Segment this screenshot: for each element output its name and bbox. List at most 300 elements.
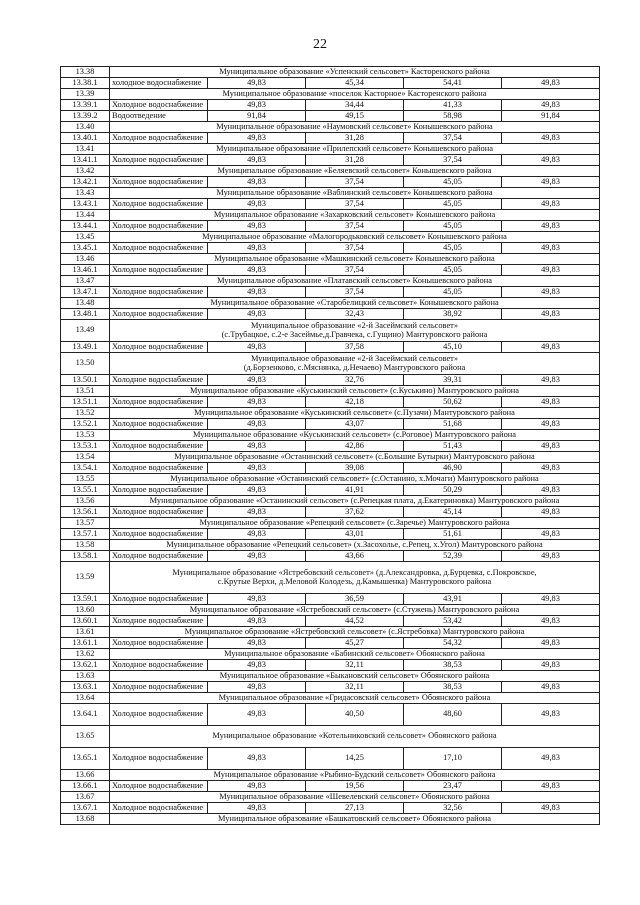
- row-number: 13.63.1: [61, 682, 110, 693]
- row-number: 13.56: [61, 496, 110, 507]
- value-cell: 49,83: [208, 342, 306, 353]
- value-cell: 43,66: [306, 551, 404, 562]
- section-header-row: [61, 144, 600, 155]
- section-header-row: [61, 496, 600, 507]
- service-name: Холодное водоснабжение: [110, 243, 208, 254]
- section-header-row: [61, 540, 600, 551]
- value-cell: 49,83: [208, 551, 306, 562]
- service-name: Холодное водоснабжение: [110, 594, 208, 605]
- tariff-row: [61, 529, 600, 540]
- section-title: [110, 562, 600, 594]
- value-cell: 49,83: [208, 177, 306, 188]
- section-header-row: [61, 430, 600, 441]
- value-cell: 49,83: [208, 594, 306, 605]
- value-cell: 49,83: [208, 660, 306, 671]
- tariff-row: [61, 748, 600, 770]
- section-title: [110, 298, 600, 309]
- value-cell: 19,56: [306, 781, 404, 792]
- tariff-row: [61, 441, 600, 452]
- tariff-row: [61, 485, 600, 496]
- tariff-row: [61, 309, 600, 320]
- section-title: [110, 67, 600, 78]
- value-cell: 45,14: [404, 507, 502, 518]
- value-cell: 49,83: [208, 375, 306, 386]
- value-cell: 43,07: [306, 419, 404, 430]
- value-cell: 49,83: [502, 507, 600, 518]
- section-title-line: Муниципальное образование «Останинский сельсовет» (с.Большие Бутырки) Мантуровского района: [174, 451, 535, 461]
- value-cell: 38,53: [404, 660, 502, 671]
- section-header-row: [61, 320, 600, 342]
- value-cell: 49,83: [502, 309, 600, 320]
- row-number: 13.41.1: [61, 155, 110, 166]
- service-name: Холодное водоснабжение: [110, 287, 208, 298]
- row-number: 13.39.2: [61, 111, 110, 122]
- value-cell: 49,83: [208, 221, 306, 232]
- section-header-row: [61, 627, 600, 638]
- value-cell: 37,54: [306, 243, 404, 254]
- section-title: [110, 188, 600, 199]
- row-number: 13.46.1: [61, 265, 110, 276]
- row-number: 13.68: [61, 814, 110, 825]
- section-title: [110, 814, 600, 825]
- value-cell: 38,92: [404, 309, 502, 320]
- service-name: Холодное водоснабжение: [110, 748, 208, 770]
- value-cell: 45,05: [404, 177, 502, 188]
- tariff-row: [61, 177, 600, 188]
- row-number: 13.65.1: [61, 748, 110, 770]
- value-cell: 45,05: [404, 221, 502, 232]
- section-title: [110, 89, 600, 100]
- row-number: 13.42.1: [61, 177, 110, 188]
- row-number: 13.47.1: [61, 287, 110, 298]
- value-cell: 49,83: [208, 243, 306, 254]
- service-name: Холодное водоснабжение: [110, 781, 208, 792]
- value-cell: 49,83: [208, 441, 306, 452]
- section-title: [110, 452, 600, 463]
- section-title-line: Муниципальное образование «Наумовский сельсовет» Конышевского района: [216, 121, 493, 131]
- value-cell: 32,56: [404, 803, 502, 814]
- value-cell: 49,83: [502, 748, 600, 770]
- section-title: [110, 210, 600, 221]
- value-cell: 51,68: [404, 419, 502, 430]
- section-header-row: [61, 122, 600, 133]
- value-cell: 49,83: [502, 155, 600, 166]
- value-cell: 32,43: [306, 309, 404, 320]
- value-cell: 49,83: [208, 287, 306, 298]
- section-title-line: Муниципальное образование «Репецкий сельсовет» (х.Засохолье, с.Репец, х.Угол) Мантуровского района: [166, 539, 543, 549]
- section-header-row: [61, 298, 600, 309]
- value-cell: 32,11: [306, 660, 404, 671]
- section-title-line: Муниципальное образование «Куськинский сельсовет» (с.Роговое) Мантуровского района: [192, 429, 517, 439]
- tariff-row: [61, 221, 600, 232]
- value-cell: 54,32: [404, 638, 502, 649]
- tariff-row: [61, 133, 600, 144]
- section-title-line: Муниципальное образование «Ваблинский сельсовет» Конышевского района: [216, 187, 493, 197]
- service-name: Холодное водоснабжение: [110, 155, 208, 166]
- section-header-row: [61, 188, 600, 199]
- service-name: Холодное водоснабжение: [110, 397, 208, 408]
- section-header-row: [61, 814, 600, 825]
- row-number: 13.58: [61, 540, 110, 551]
- tariff-row: [61, 803, 600, 814]
- section-title-line: Муниципальное образование «Останинский сельсовет» (с.Останино, х.Мочаги) Мантуровского района: [170, 473, 539, 483]
- service-name: Холодное водоснабжение: [110, 507, 208, 518]
- section-title-line: Муниципальное образование «Прилепский сельсовет» Конышевского района: [216, 143, 493, 153]
- tariff-table: [60, 66, 600, 825]
- service-name: Холодное водоснабжение: [110, 419, 208, 430]
- service-name: Холодное водоснабжение: [110, 616, 208, 627]
- value-cell: 50,62: [404, 397, 502, 408]
- value-cell: 49,83: [502, 419, 600, 430]
- section-title: [110, 540, 600, 551]
- tariff-row: [61, 660, 600, 671]
- value-cell: 49,83: [502, 342, 600, 353]
- section-title: [110, 726, 600, 748]
- section-title-line: Муниципальное образование «Шевелевский сельсовет» Обоянского района: [219, 791, 490, 801]
- section-title-line: Муниципальное образование «поселок Касторное» Касторенского района: [222, 88, 487, 98]
- section-header-row: [61, 671, 600, 682]
- row-number: 13.45: [61, 232, 110, 243]
- value-cell: 49,83: [208, 529, 306, 540]
- value-cell: 49,83: [208, 100, 306, 111]
- tariff-table-body: [61, 67, 600, 825]
- row-number: 13.55: [61, 474, 110, 485]
- section-title: [110, 166, 600, 177]
- tariff-row: [61, 397, 600, 408]
- value-cell: 49,83: [208, 133, 306, 144]
- service-name: холодное водоснабжение: [110, 78, 208, 89]
- section-title-line: Муниципальное образование «Ястребовский сельсовет» (д.Александровка, д.Бурцевка, с.Покровское,: [172, 567, 537, 577]
- tariff-row: [61, 155, 600, 166]
- tariff-row: [61, 265, 600, 276]
- tariff-row: [61, 419, 600, 430]
- row-number: 13.64.1: [61, 704, 110, 726]
- value-cell: 45,05: [404, 265, 502, 276]
- row-number: 13.39: [61, 89, 110, 100]
- tariff-row: [61, 199, 600, 210]
- row-number: 13.44: [61, 210, 110, 221]
- section-title-line: Муниципальное образование «Захарковский сельсовет» Конышевского района: [213, 209, 496, 219]
- value-cell: 23,47: [404, 781, 502, 792]
- value-cell: 34,44: [306, 100, 404, 111]
- value-cell: 49,15: [306, 111, 404, 122]
- value-cell: 49,83: [208, 155, 306, 166]
- service-name: Холодное водоснабжение: [110, 551, 208, 562]
- value-cell: 49,83: [502, 221, 600, 232]
- value-cell: 45,05: [404, 287, 502, 298]
- value-cell: 49,83: [502, 551, 600, 562]
- tariff-row: [61, 78, 600, 89]
- row-number: 13.58.1: [61, 551, 110, 562]
- tariff-row: [61, 111, 600, 122]
- section-header-row: [61, 605, 600, 616]
- row-number: 13.59.1: [61, 594, 110, 605]
- section-title: [110, 605, 600, 616]
- value-cell: 31,28: [306, 155, 404, 166]
- value-cell: 41,33: [404, 100, 502, 111]
- value-cell: 49,83: [208, 199, 306, 210]
- service-name: Холодное водоснабжение: [110, 463, 208, 474]
- section-title-line: Муниципальное образование «Быкановский сельсовет» Обоянского района: [219, 670, 490, 680]
- section-title-line: Муниципальное образование «Бабинский сельсовет» Обоянского района: [224, 648, 485, 658]
- section-header-row: [61, 770, 600, 781]
- value-cell: 49,83: [208, 704, 306, 726]
- value-cell: 49,83: [208, 682, 306, 693]
- tariff-row: [61, 594, 600, 605]
- value-cell: 48,60: [404, 704, 502, 726]
- row-number: 13.67: [61, 792, 110, 803]
- value-cell: 49,83: [502, 485, 600, 496]
- row-number: 13.49: [61, 320, 110, 342]
- value-cell: 36,59: [306, 594, 404, 605]
- value-cell: 37,54: [306, 265, 404, 276]
- service-name: Холодное водоснабжение: [110, 177, 208, 188]
- section-title-line: Муниципальное образование «Гридасовский сельсовет» Обоянского района: [218, 692, 491, 702]
- row-number: 13.53: [61, 430, 110, 441]
- service-name: Холодное водоснабжение: [110, 199, 208, 210]
- row-number: 13.39.1: [61, 100, 110, 111]
- section-title-line: Муниципальное образование «Малогородьковский сельсовет» Конышевского района: [202, 231, 507, 241]
- row-number: 13.40: [61, 122, 110, 133]
- row-number: 13.60.1: [61, 616, 110, 627]
- section-title-line: Муниципальное образование «2-й Засеймский сельсовет»: [250, 353, 459, 363]
- value-cell: 32,76: [306, 375, 404, 386]
- service-name: Холодное водоснабжение: [110, 682, 208, 693]
- value-cell: 54,41: [404, 78, 502, 89]
- section-header-row: [61, 792, 600, 803]
- row-number: 13.60: [61, 605, 110, 616]
- row-number: 13.66.1: [61, 781, 110, 792]
- section-header-row: [61, 649, 600, 660]
- section-title-line: Муниципальное образование «Беляевский сельсовет» Конышевского района: [217, 165, 492, 175]
- value-cell: 45,34: [306, 78, 404, 89]
- value-cell: 14,25: [306, 748, 404, 770]
- row-number: 13.50.1: [61, 375, 110, 386]
- section-title-line: Муниципальное образование «Успенский сельсовет» Касторенского района: [219, 66, 490, 76]
- section-title-line: (с.Трубацкое, с.2-е Засеймье,д.Гравчека, с.Гущино) Мантуровского района: [221, 329, 488, 339]
- tariff-row: [61, 682, 600, 693]
- section-title: [110, 320, 600, 342]
- service-name: Холодное водоснабжение: [110, 133, 208, 144]
- value-cell: 50,29: [404, 485, 502, 496]
- value-cell: 37,54: [306, 199, 404, 210]
- value-cell: 49,83: [502, 463, 600, 474]
- section-title-line: Муниципальное образование «Рыбино-Будский сельсовет» Обоянского района: [213, 769, 496, 779]
- value-cell: 49,83: [502, 616, 600, 627]
- service-name: Холодное водоснабжение: [110, 704, 208, 726]
- row-number: 13.55.1: [61, 485, 110, 496]
- section-title: [110, 649, 600, 660]
- value-cell: 32,11: [306, 682, 404, 693]
- section-header-row: [61, 276, 600, 287]
- service-name: Холодное водоснабжение: [110, 100, 208, 111]
- row-number: 13.65: [61, 726, 110, 748]
- value-cell: 49,83: [208, 616, 306, 627]
- value-cell: 45,05: [404, 199, 502, 210]
- row-number: 13.45.1: [61, 243, 110, 254]
- section-title-line: Муниципальное образование «Старобелицкий сельсовет» Конышевского района: [210, 297, 499, 307]
- value-cell: 49,83: [502, 781, 600, 792]
- row-number: 13.51: [61, 386, 110, 397]
- section-header-row: [61, 386, 600, 397]
- row-number: 13.47: [61, 276, 110, 287]
- section-title: [110, 122, 600, 133]
- tariff-row: [61, 342, 600, 353]
- row-number: 13.49.1: [61, 342, 110, 353]
- value-cell: 49,83: [208, 419, 306, 430]
- section-title-line: Муниципальное образование «Куськинский сельсовет» (с.Куськино) Мантуровского района: [190, 385, 519, 395]
- value-cell: 49,83: [502, 375, 600, 386]
- value-cell: 27,13: [306, 803, 404, 814]
- row-number: 13.43: [61, 188, 110, 199]
- value-cell: 45,05: [404, 243, 502, 254]
- row-number: 13.59: [61, 562, 110, 594]
- section-title: [110, 144, 600, 155]
- value-cell: 37,58: [306, 342, 404, 353]
- value-cell: 45,27: [306, 638, 404, 649]
- section-title: [110, 792, 600, 803]
- section-header-row: [61, 353, 600, 375]
- row-number: 13.57: [61, 518, 110, 529]
- section-title-line: Муниципальное образование «Куськинский сельсовет» (с.Пузачи) Мантуровского района: [194, 407, 515, 417]
- row-number: 13.57.1: [61, 529, 110, 540]
- value-cell: 49,83: [208, 397, 306, 408]
- section-header-row: [61, 166, 600, 177]
- row-number: 13.61: [61, 627, 110, 638]
- section-header-row: [61, 232, 600, 243]
- section-title-line: Муниципальное образование «Репецкий сельсовет» (с.Заречье) Мантуровского района: [199, 517, 510, 527]
- row-number: 13.56.1: [61, 507, 110, 518]
- tariff-row: [61, 507, 600, 518]
- value-cell: 37,54: [306, 221, 404, 232]
- tariff-row: [61, 375, 600, 386]
- section-title: [110, 518, 600, 529]
- service-name: Холодное водоснабжение: [110, 529, 208, 540]
- section-header-row: [61, 693, 600, 704]
- value-cell: 49,83: [502, 265, 600, 276]
- section-header-row: [61, 408, 600, 419]
- section-header-row: [61, 474, 600, 485]
- row-number: 13.62: [61, 649, 110, 660]
- tariff-row: [61, 616, 600, 627]
- section-header-row: [61, 518, 600, 529]
- row-number: 13.66: [61, 770, 110, 781]
- value-cell: 49,83: [208, 309, 306, 320]
- section-title-line: Муниципальное образование «Башкатовский сельсовет» Обоянского района: [218, 813, 491, 823]
- value-cell: 49,83: [208, 265, 306, 276]
- section-title: [110, 386, 600, 397]
- value-cell: 49,83: [502, 638, 600, 649]
- value-cell: 17,10: [404, 748, 502, 770]
- row-number: 13.52.1: [61, 419, 110, 430]
- value-cell: 49,83: [208, 463, 306, 474]
- value-cell: 46,90: [404, 463, 502, 474]
- section-header-row: [61, 67, 600, 78]
- section-header-row: [61, 452, 600, 463]
- value-cell: 39,08: [306, 463, 404, 474]
- row-number: 13.38.1: [61, 78, 110, 89]
- tariff-row: [61, 551, 600, 562]
- value-cell: 43,01: [306, 529, 404, 540]
- value-cell: 49,83: [502, 287, 600, 298]
- value-cell: 37,54: [306, 287, 404, 298]
- value-cell: 52,39: [404, 551, 502, 562]
- row-number: 13.54: [61, 452, 110, 463]
- value-cell: 49,83: [502, 243, 600, 254]
- service-name: Холодное водоснабжение: [110, 375, 208, 386]
- value-cell: 49,83: [208, 78, 306, 89]
- value-cell: 49,83: [502, 397, 600, 408]
- tariff-row: [61, 638, 600, 649]
- row-number: 13.38: [61, 67, 110, 78]
- section-header-row: [61, 210, 600, 221]
- row-number: 13.63: [61, 671, 110, 682]
- tariff-row: [61, 781, 600, 792]
- section-header-row: [61, 89, 600, 100]
- service-name: Холодное водоснабжение: [110, 265, 208, 276]
- value-cell: 37,62: [306, 507, 404, 518]
- value-cell: 49,83: [208, 638, 306, 649]
- row-number: 13.44.1: [61, 221, 110, 232]
- row-number: 13.46: [61, 254, 110, 265]
- section-title: [110, 770, 600, 781]
- value-cell: 51,61: [404, 529, 502, 540]
- value-cell: 49,83: [502, 441, 600, 452]
- section-title: [110, 254, 600, 265]
- tariff-row: [61, 100, 600, 111]
- service-name: Холодное водоснабжение: [110, 803, 208, 814]
- section-title: [110, 353, 600, 375]
- value-cell: 44,52: [306, 616, 404, 627]
- tariff-row: [61, 704, 600, 726]
- value-cell: 49,83: [502, 78, 600, 89]
- page-number: 22: [313, 37, 327, 52]
- tariff-row: [61, 243, 600, 254]
- section-title-line: Муниципальное образование «Машкинский сельсовет» Конышевского района: [214, 253, 495, 263]
- value-cell: 37,54: [306, 177, 404, 188]
- value-cell: 49,83: [502, 660, 600, 671]
- section-title-line: Муниципальное образование «2-й Засеймский сельсовет»: [250, 320, 459, 330]
- service-name: Холодное водоснабжение: [110, 342, 208, 353]
- section-title-line: Муниципальное образование «Платавский сельсовет» Конышевского района: [217, 275, 492, 285]
- value-cell: 40,50: [306, 704, 404, 726]
- row-number: 13.52: [61, 408, 110, 419]
- value-cell: 49,83: [502, 803, 600, 814]
- value-cell: 37,54: [404, 133, 502, 144]
- section-title: [110, 474, 600, 485]
- value-cell: 45,10: [404, 342, 502, 353]
- service-name: Холодное водоснабжение: [110, 441, 208, 452]
- value-cell: 42,18: [306, 397, 404, 408]
- section-title: [110, 496, 600, 507]
- section-title-line: Муниципальное образование «Останинский сельсовет» (с.Репецкая плата, д.Екатериновка) Мантуровского района: [149, 495, 560, 505]
- section-title-line: (д.Борзенково, с.Мяснянка, д.Нечаево) Мантуровского района: [243, 362, 466, 372]
- value-cell: 49,83: [502, 133, 600, 144]
- row-number: 13.42: [61, 166, 110, 177]
- section-title: [110, 408, 600, 419]
- value-cell: 49,83: [208, 781, 306, 792]
- value-cell: 91,84: [502, 111, 600, 122]
- row-number: 13.62.1: [61, 660, 110, 671]
- section-title-line: Муниципальное образование «Котельниковский сельсовет» Обоянского района: [212, 731, 497, 741]
- value-cell: 53,42: [404, 616, 502, 627]
- section-title: [110, 693, 600, 704]
- value-cell: 39,31: [404, 375, 502, 386]
- row-number: 13.64: [61, 693, 110, 704]
- section-title: [110, 627, 600, 638]
- value-cell: 49,83: [502, 529, 600, 540]
- row-number: 13.67.1: [61, 803, 110, 814]
